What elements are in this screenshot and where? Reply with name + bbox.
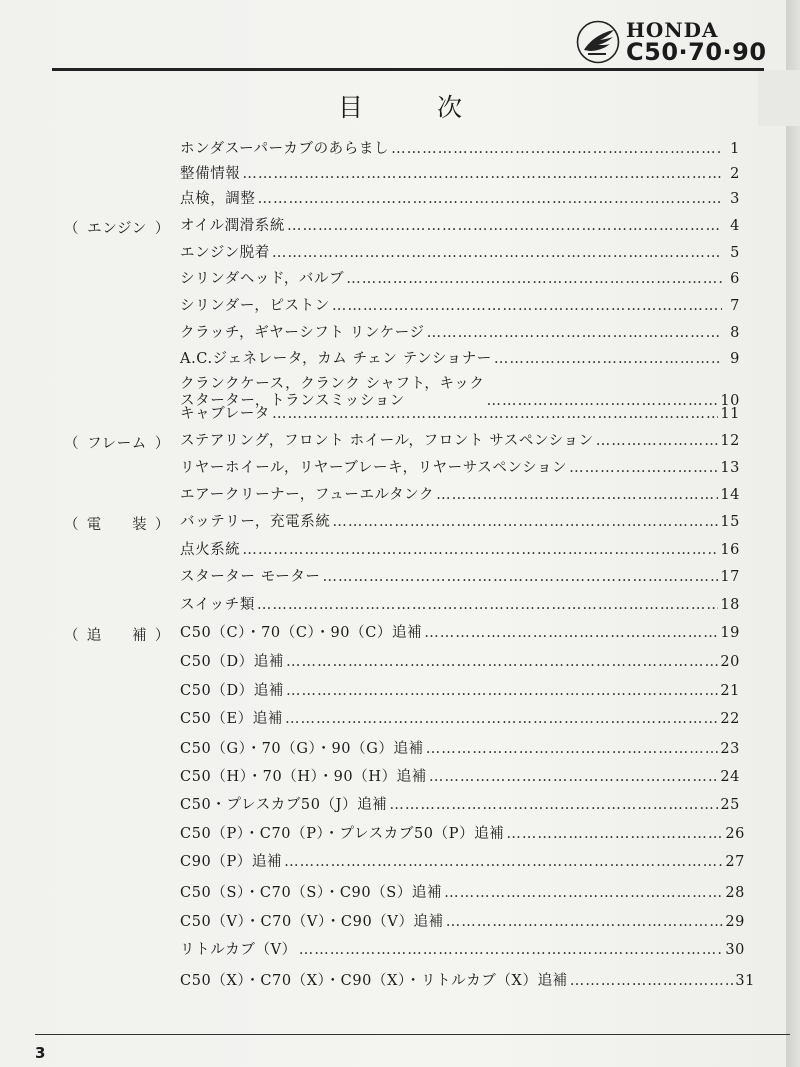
toc-entry-label: 点火系統: [180, 542, 241, 558]
toc-entry-label: バッテリー，充電系統: [180, 514, 331, 530]
toc-entry-label: C50（D）追補: [180, 654, 284, 670]
toc-entry: [180, 682, 740, 700]
section-label-electrical: [64, 513, 170, 534]
toc-entry-label: エンジン脱着: [180, 245, 270, 261]
toc-entry: [180, 596, 740, 614]
toc-entry: [180, 297, 740, 315]
model-name: C50·70·90: [626, 38, 767, 66]
toc-entry: [180, 165, 740, 183]
toc-entry: [180, 140, 740, 158]
dot-leader: [286, 682, 718, 700]
section-label-open: （: [64, 436, 80, 452]
toc-entry-label: C50（P）・C70（P）・プレスカブ50（P）追補: [180, 826, 505, 842]
brand-name: HONDA: [626, 18, 719, 42]
toc-entry-label: スイッチ類: [180, 597, 255, 613]
dot-leader: [426, 740, 719, 758]
toc-entry-label: C50（G）・70（G）・90（G）追補: [180, 741, 424, 757]
dot-leader: [427, 324, 722, 342]
toc-entry-page: 18: [720, 597, 740, 613]
toc-entry-page: 29: [725, 914, 745, 930]
toc-entry-page: 23: [720, 741, 740, 757]
toc-entry: [180, 853, 745, 871]
toc-entry-page: 26: [725, 826, 745, 842]
toc-entry: [180, 710, 740, 728]
section-label-open: （: [64, 628, 80, 644]
toc-entry: [180, 825, 745, 843]
section-label-close: ）: [154, 517, 170, 533]
toc-entry-label: ホンダスーパーカブのあらまし: [180, 141, 390, 157]
dot-leader: [272, 244, 722, 262]
toc-entry-page: 10: [720, 393, 740, 409]
toc-entry-page: 14: [720, 487, 740, 503]
toc-entry: [180, 459, 740, 477]
dot-leader: [299, 941, 724, 959]
section-label-engine: [64, 217, 170, 238]
toc-entry: [180, 941, 745, 959]
dot-leader: [346, 270, 722, 288]
toc-entry-label: オイル潤滑系統: [180, 218, 285, 234]
section-label-open: （: [64, 517, 80, 533]
toc-entry-page: 22: [720, 711, 740, 727]
toc-entry-label: クラッチ，ギヤーシフト リンケージ: [180, 325, 425, 341]
dot-leader: [424, 624, 718, 642]
toc-entry-label: C50（H）・70（H）・90（H）追補: [180, 769, 427, 785]
toc-entry: [180, 432, 740, 450]
toc-entry: [180, 913, 745, 931]
toc-entry-page: 8: [730, 325, 740, 341]
toc-entry-label: C50（C）・70（C）・90（C）追補: [180, 625, 423, 641]
dot-leader: [258, 190, 723, 208]
toc-entry-label: ステアリング，フロント ホイール，フロント サスペンション: [180, 433, 594, 449]
toc-entry: [180, 486, 740, 504]
toc-entry: [180, 568, 740, 586]
toc-entry-page: 9: [730, 351, 740, 367]
toc-entry-label: A.C.ジェネレータ，カム チェン テンショナー: [180, 351, 492, 367]
dot-leader: [323, 568, 719, 586]
toc-entry-page: 17: [720, 569, 740, 585]
dot-leader: [287, 217, 722, 235]
toc-entry-page: 2: [730, 166, 740, 182]
toc-entry: [180, 190, 740, 208]
ghost-tab-marker: [758, 70, 800, 126]
toc-entry-label: クランクケース，クランク シャフト，キック スターター，トランスミッション: [180, 376, 485, 409]
dot-leader: [332, 297, 722, 315]
toc-entry-label: C50（E）追補: [180, 711, 283, 727]
dot-leader: [242, 165, 722, 183]
honda-wing-emblem-icon: [576, 20, 620, 64]
toc-entry: [180, 217, 740, 235]
toc-entry-page: 31: [735, 973, 755, 989]
toc-entry-label: キャブレータ: [180, 406, 271, 422]
toc-entry: [180, 740, 740, 758]
footer-rule: [35, 1034, 790, 1035]
toc-entry-page: 21: [720, 683, 740, 699]
toc-entry-label: C50・プレスカブ50（J）追補: [180, 797, 388, 813]
dot-leader: [429, 768, 718, 786]
toc-entry-page: 11: [720, 406, 740, 422]
toc-entry: [180, 624, 740, 642]
toc-entry-label: エアークリーナー，フューエルタンク: [180, 487, 435, 503]
toc-entry-label: C90（P）追補: [180, 854, 283, 870]
toc-entry-page: 20: [720, 654, 740, 670]
toc-entry-page: 19: [720, 625, 740, 641]
header-rule: [52, 68, 764, 71]
dot-leader: [569, 459, 718, 477]
toc-entry-page: 13: [720, 460, 740, 476]
toc-entry-page: 6: [730, 271, 740, 287]
toc-entry-label: リヤーホイール，リヤーブレーキ，リヤーサスペンション: [180, 460, 568, 476]
toc-entry-label: 整備情報: [180, 166, 241, 182]
toc-entry-page: 27: [725, 854, 745, 870]
dot-leader: [596, 432, 719, 450]
toc-entry-page: 15: [720, 514, 740, 530]
toc-entry-label: シリンダー，ピストン: [180, 298, 330, 314]
toc-entry-label: スターター モーター: [180, 569, 321, 585]
toc-entry-page: 5: [730, 245, 740, 261]
dot-leader: [444, 884, 723, 902]
dot-leader: [272, 405, 718, 423]
dot-leader: [506, 825, 723, 843]
dot-leader: [389, 796, 718, 814]
dot-leader: [285, 710, 718, 728]
toc-entry: [180, 768, 740, 786]
toc-entry-label: C50（S）・C70（S）・C90（S）追補: [180, 885, 443, 901]
toc-entry-page: 12: [720, 433, 740, 449]
toc-entry: [180, 270, 740, 288]
dot-leader: [446, 913, 724, 931]
dot-leader: [286, 653, 718, 671]
dot-leader: [284, 853, 723, 871]
section-label-text: エンジン: [87, 221, 147, 237]
toc-entry: [180, 884, 745, 902]
section-label-close: ）: [154, 436, 170, 452]
dot-leader: [257, 596, 718, 614]
toc-entry-page: 28: [725, 885, 745, 901]
toc-entry-page: 1: [730, 141, 740, 157]
page-number: 3: [35, 1044, 46, 1062]
toc-entry-page: 7: [730, 298, 740, 314]
toc-entry-label: C50（X）・C70（X）・C90（X）・リトルカブ（X）追補: [180, 973, 568, 989]
honda-logo: [576, 18, 766, 66]
toc-entry: [180, 513, 740, 531]
dot-leader: [436, 486, 718, 504]
section-label-open: （: [64, 221, 80, 237]
toc-entry: [180, 324, 740, 342]
dot-leader: [332, 513, 718, 531]
toc-entry: [180, 972, 755, 990]
toc-entry: [180, 350, 740, 368]
toc-entry-page: 16: [720, 542, 740, 558]
page-title: 目次: [338, 93, 537, 122]
section-label-supplement: [64, 624, 170, 645]
toc-entry: [180, 541, 740, 559]
dot-leader: [494, 350, 722, 368]
section-label-text: フレーム: [87, 436, 147, 452]
toc-entry-label: C50（D）追補: [180, 683, 284, 699]
section-label-text: 追 補: [86, 628, 148, 644]
dot-leader: [570, 972, 734, 990]
toc-entry: [180, 244, 740, 262]
section-label-close: ）: [154, 221, 170, 237]
toc-entry: [180, 405, 740, 423]
toc-entry-page: 3: [730, 191, 740, 207]
toc-entry-label: リトルカブ（V）: [180, 942, 297, 958]
toc-entry-label: C50（V）・C70（V）・C90（V）追補: [180, 914, 444, 930]
toc-entry-page: 4: [730, 218, 740, 234]
toc-entry-page: 24: [720, 769, 740, 785]
toc-entry: [180, 796, 740, 814]
toc-entry-label: 点検，調整: [180, 191, 256, 207]
toc-entry: [180, 653, 740, 671]
toc-entry-label: シリンダヘッド，バルブ: [180, 271, 345, 287]
section-label-close: ）: [154, 628, 170, 644]
section-label-text: 電 装: [86, 517, 148, 533]
section-label-frame: [64, 432, 170, 453]
dot-leader: [391, 140, 722, 158]
next-page-edge: [786, 0, 800, 1067]
toc-entry-page: 25: [720, 797, 740, 813]
toc-entry-page: 30: [725, 942, 745, 958]
dot-leader: [242, 541, 718, 559]
